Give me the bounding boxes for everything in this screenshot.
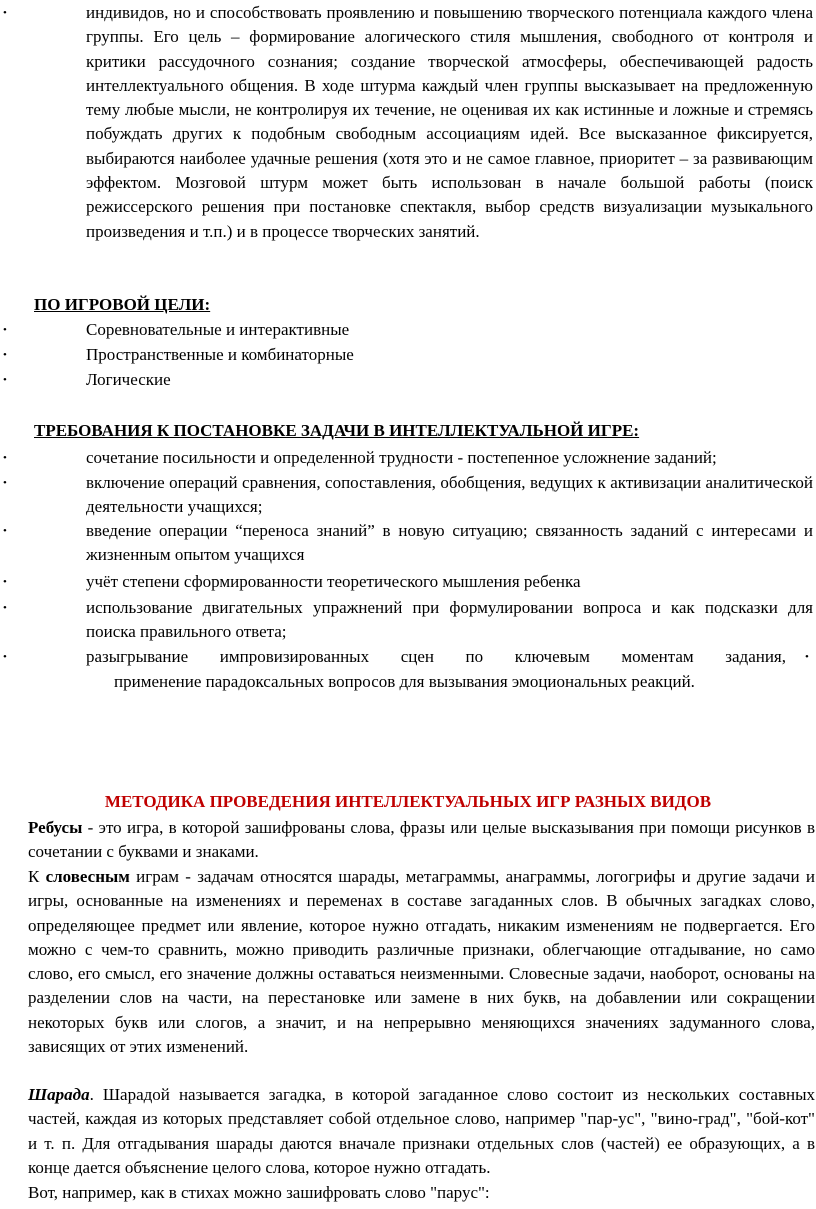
methods-heading: МЕТОДИКА ПРОВЕДЕНИЯ ИНТЕЛЛЕКТУАЛЬНЫХ ИГР РАЗНЫХ ВИДОВ xyxy=(104,792,712,811)
bullet-marker: • xyxy=(3,602,7,614)
game-goal-item: Пространственные и комбинаторные xyxy=(86,345,354,364)
requirement-item: введение операции “переноса знаний” в новую ситуацию; связанность заданий с интересами и жизненным опытом учащихся xyxy=(86,521,813,565)
rebus-paragraph xyxy=(28,816,815,865)
requirement-item: включение операций сравнения, сопоставления, обобщения, ведущих к активизации аналитической деятельности учащихся; xyxy=(86,473,813,517)
charade-term: Шарада xyxy=(28,1085,90,1104)
verbal-term: словесным xyxy=(45,867,130,886)
game-goal-heading: ПО ИГРОВОЙ ЦЕЛИ: xyxy=(34,295,211,314)
requirement-item-continuation: применение парадоксальных вопросов для вызывания эмоциональных реакций. xyxy=(114,672,695,691)
bullet-marker: • xyxy=(3,374,7,386)
verbal-prefix: К xyxy=(28,867,46,886)
game-goal-item: Соревновательные и интерактивные xyxy=(86,320,350,339)
requirement-item: учёт степени сформированности теоретического мышления ребенка xyxy=(86,572,581,591)
requirements-heading: ТРЕБОВАНИЯ К ПОСТАНОВКЕ ЗАДАЧИ В ИНТЕЛЛЕКТУАЛЬНОЙ ИГРЕ: xyxy=(34,421,640,440)
rebus-term: Ребусы xyxy=(28,818,83,837)
verbal-games-paragraph xyxy=(28,865,815,1059)
verbal-text: играм - задачам относятся шарады, метаграммы, анаграммы, логогрифы и другие задачи и игры, основанные на изменениях и переменах в составе загаданных слов. В обычных загадках слово, определяющее предмет или явление, которое нужно отгадать, никаким изменениям не подвергается. Его можно с чем-то сравнить, можно приводить различные признаки, облегчающие отгадывание, но само слово, его смысл, его значение должны оставаться неизменными. Словесные задачи, наоборот, основаны на разделении слов на части, на перестановке или замене в них букв, на добавлении или сокращении некоторых букв или слогов, а значит, и на непрерывно меняющихся значениях задуманного слова, зависящих от этих изменений. xyxy=(28,867,815,1057)
charade-text: . Шарадой называется загадка, в которой загаданное слово состоит из нескольких составных частей, каждая из которых представляет собой отдельное слово, например "пар-ус", "вино-град", "бой-кот" и т. п. Для отгадывания шарады даются вначале признаки отдельных слов (частей) ее образующих, а в конце дается объяснение целого слова, которое нужно отгадать. xyxy=(28,1085,815,1177)
example-line: Вот, например, как в стихах можно зашифровать слово "парус": xyxy=(28,1183,490,1202)
bullet-marker: • xyxy=(3,477,7,489)
bullet-marker: • xyxy=(3,525,7,537)
bullet-marker: • xyxy=(3,576,7,588)
game-goal-item: Логические xyxy=(86,370,171,389)
intro-paragraph: индивидов, но и способствовать проявлению и повышению творческого потенциала каждого члена группы. Его цель – формирование алогического стиля мышления, свободного от контроля и критики рассудочного сознания; создание творческой атмосферы, обеспечивающей радость интеллектуального общения. В ходе штурма каждый член группы высказывает на предложенную тему любые мысли, не контролируя их течение, не оценивая их как истинные и ложные и стремясь побуждать других к подобным свободным ассоциациям идей. Все высказанное фиксируется, выбираются наиболее удачные решения (хотя это и не самое главное, приоритет – за развивающим эффектом. Мозговой штурм может быть использован в начале большой работы (поиск режиссерского решения при постановке спектакля, выбор средств визуализации музыкального произведения и т.п.) и в процессе творческих занятий. xyxy=(86,3,813,241)
bullet-marker: • xyxy=(3,452,7,464)
bullet-marker: • xyxy=(3,651,7,663)
requirement-item: сочетание посильности и определенной трудности - постепенное усложнение заданий; xyxy=(86,448,717,467)
bullet-marker: • xyxy=(3,349,7,361)
rebus-text: - это игра, в которой зашифрованы слова, фразы или целые высказывания при помощи рисунков в сочетании с буквами и знаками. xyxy=(28,818,815,862)
charade-paragraph xyxy=(28,1083,815,1180)
requirement-item: разыгрывание импровизированных сцен по ключевым моментам задания, xyxy=(86,647,786,666)
bullet-marker: • xyxy=(3,7,7,19)
bullet-marker: • xyxy=(3,324,7,336)
bullet-marker: • xyxy=(805,651,809,663)
requirement-item: использование двигательных упражнений при формулировании вопроса и как подсказки для поиска правильного ответа; xyxy=(86,598,813,642)
